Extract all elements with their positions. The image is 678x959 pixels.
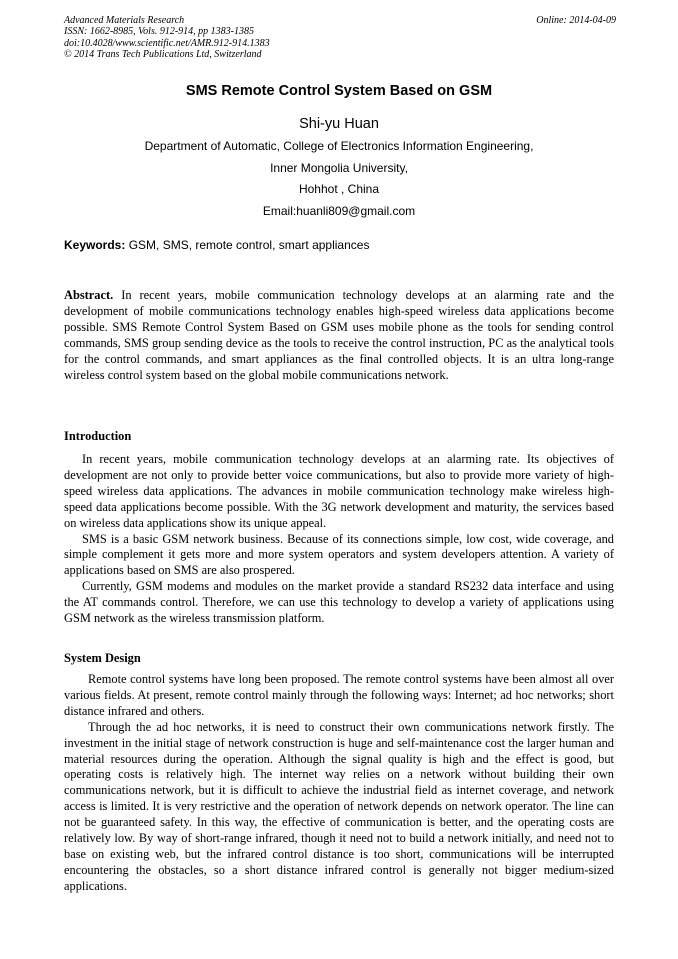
- author-affiliation: [0, 137, 678, 223]
- online-date: Online: 2014-04-09: [536, 15, 616, 26]
- affiliation-city: Hohhot , China: [298, 182, 380, 196]
- keywords-label: Keywords:: [64, 238, 126, 252]
- abstract: [64, 288, 614, 383]
- system-design-heading: System Design: [64, 651, 141, 665]
- journal-meta: [64, 15, 270, 61]
- journal-doi: doi:10.4028/www.scientific.net/AMR.912-914.1383: [64, 37, 270, 49]
- affiliation-department: Department of Automatic, College of Electronics Information Engineering,: [144, 139, 534, 153]
- paper-author: Shi-yu Huan: [299, 116, 379, 132]
- system-design-paragraph: Remote control systems have long been proposed. The remote control systems have been almost all over various fields. At present, remote control mainly through the following ways: Internet; ad hoc networks; short distance infrared and others.: [64, 672, 614, 718]
- system-design-paragraph: Through the ad hoc networks, it is need to construct their own communications network firstly. The investment in the initial stage of network construction is huge and self-maintenance cost the larger human and material resources during the operation. Although the signal quality is high and the effect is good, but operating costs is relatively high. The internet way relies on a network without building their own communications network, but it is difficult to achieve the industrial field as internet coverage, and network access is limited. It is very restrictive and the operation of network depends on network operator. The line can not be guaranteed safety. In this way, the effective of communication is better, and the operating costs are relatively low. By way of short-range infrared, though it need not to build a network initially, and need not to base on existing web, but the infrared control distance is too short, communications will be interrupted encountering the obstacles, so a short distance infrared control is generally not bigger medium-sized applications.: [64, 719, 614, 893]
- introduction-paragraph: In recent years, mobile communication technology develops at an alarming rate. Its objectives of development are not only to provide better voice communications, but also to provide more variety of high-speed wireless data applications. The advances in mobile communication technology make wireless high-speed data applications become possible. With the 3G network development and maturity, the services based on wireless data applications show its unique appeal.: [64, 452, 614, 530]
- affiliation-email: Email:huanli809@gmail.com: [262, 203, 416, 218]
- abstract-label: Abstract.: [64, 288, 114, 302]
- affiliation-university: Inner Mongolia University,: [270, 160, 408, 175]
- keywords: [64, 237, 369, 253]
- keywords-list: GSM, SMS, remote control, smart appliances: [128, 238, 370, 252]
- introduction-paragraph: SMS is a basic GSM network business. Because of its connections simple, low cost, wide coverage, and simple complement it gets more and more system operators and system developers attention. A variety of applications based on SMS are also prospered.: [64, 531, 614, 578]
- journal-name: Advanced Materials Research: [64, 15, 185, 26]
- system-design-body: [64, 672, 614, 895]
- journal-copyright: © 2014 Trans Tech Publications Ltd, Switzerland: [64, 49, 262, 61]
- paper-title: SMS Remote Control System Based on GSM: [185, 83, 493, 99]
- introduction-body: [64, 452, 614, 627]
- journal-issn: ISSN: 1662-8985, Vols. 912-914, pp 1383-1385: [64, 26, 254, 38]
- introduction-paragraph: Currently, GSM modems and modules on the market provide a standard RS232 data interface and using the AT commands control. Therefore, we can use this technology to develop a variety of applications using GSM network as the wireless transmission platform.: [64, 579, 614, 626]
- introduction-heading: Introduction: [64, 429, 132, 443]
- abstract-text: In recent years, mobile communication technology develops at an alarming rate and the development of mobile communications technology enables high-speed wireless data applications become possible. SMS Remote Control System Based on GSM uses mobile phone as the tools for sending control commands, SMS group sending device as the tools to receive the control instruction, PC as the analytical tools for the control commands, and smart appliances as the final controlled objects. It is an ultra long-range wireless control system based on the global mobile communications network.: [64, 288, 614, 382]
